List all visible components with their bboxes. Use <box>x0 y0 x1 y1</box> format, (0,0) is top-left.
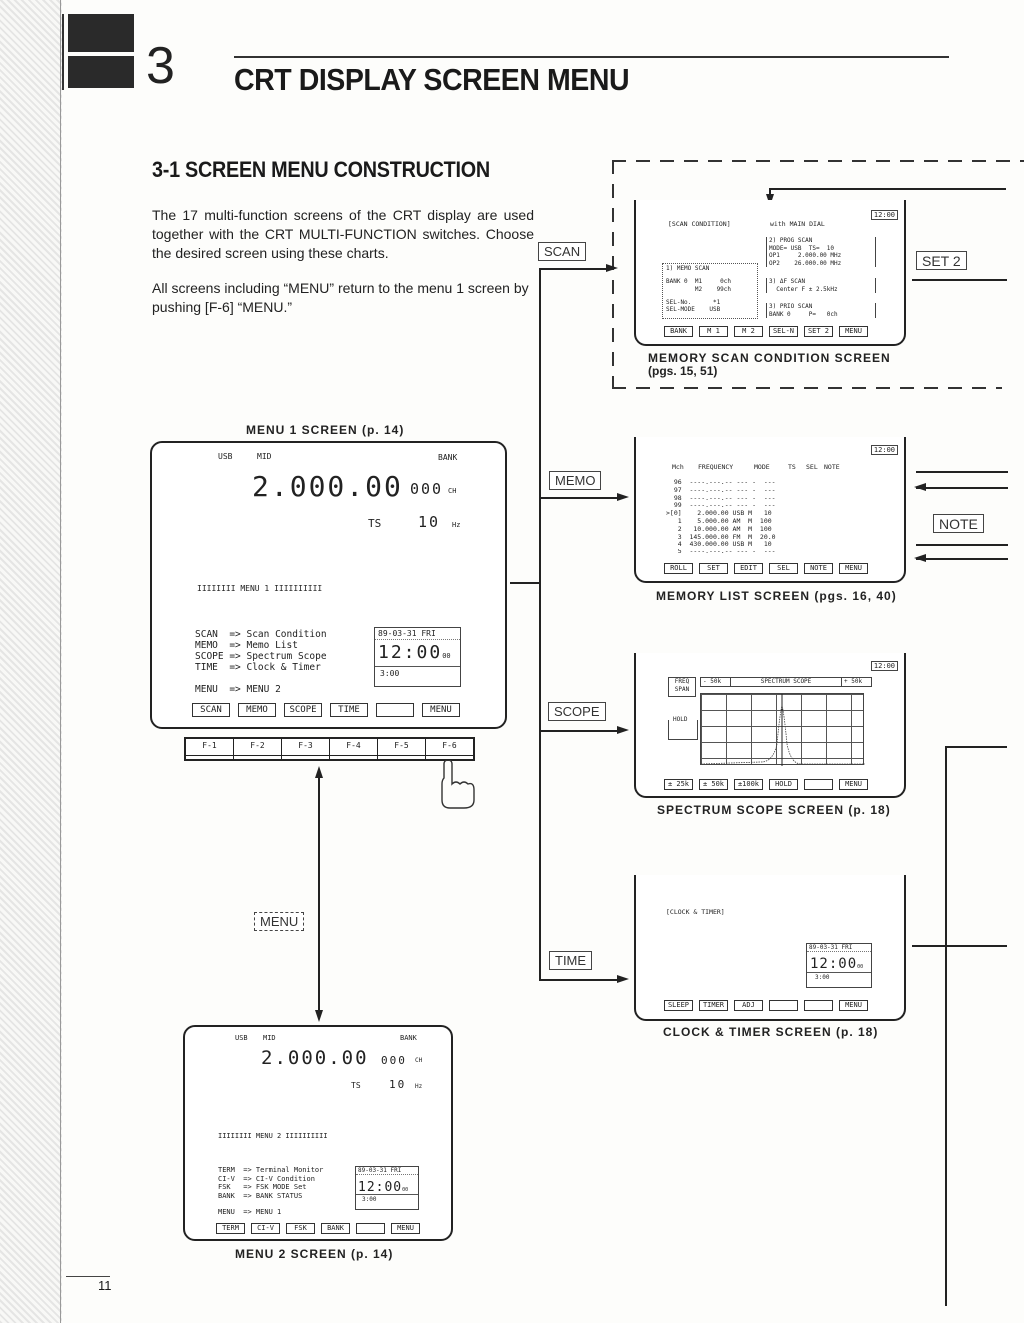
memo-right-line-3 <box>916 544 1008 546</box>
scan-caption <box>648 352 891 378</box>
f4-key[interactable]: F-4 <box>330 739 378 759</box>
f1-key[interactable]: F-1 <box>186 739 234 759</box>
scan-clock: 12:00 <box>871 210 898 220</box>
softkey-menu[interactable]: MENU <box>839 563 868 574</box>
prog-scan-op2: OP2 26.000.00 MHz <box>769 259 842 267</box>
menu2-frequency: 2.000.00 <box>261 1047 369 1069</box>
memo-scan-title: 1) MEMO SCAN <box>666 265 710 272</box>
memory-list-screen <box>634 437 906 583</box>
menu1-item-scan: SCAN => Scan Condition <box>195 629 327 640</box>
arrow-into-memo-1-icon <box>914 483 926 491</box>
menu1-item-list <box>195 629 327 695</box>
flow-memo-line <box>539 497 619 499</box>
softkey-blank-2[interactable] <box>804 1000 833 1011</box>
set2-return-line <box>770 188 1006 190</box>
scope-clock: 12:00 <box>871 661 898 671</box>
memo-key-label: MEMO <box>549 471 601 490</box>
softkey-menu[interactable]: MENU <box>839 1000 868 1011</box>
menu1-banner: IIIIIIII MENU 1 IIIIIIIIII <box>197 584 323 593</box>
flow-scan-line <box>539 268 609 270</box>
softkey-set[interactable]: SET <box>699 563 728 574</box>
softkey-menu[interactable]: MENU <box>839 779 868 790</box>
menu-key-label: MENU <box>254 912 304 931</box>
note-key-label: NOTE <box>933 514 984 533</box>
page-number-rule <box>66 1276 110 1277</box>
scan-edge-shading <box>0 0 62 1323</box>
scope-title: SPECTRUM SCOPE <box>760 678 812 685</box>
scope-key-label: SCOPE <box>548 702 606 721</box>
table-row[interactable]: 1 5.000.00 AM M 100 <box>666 516 772 525</box>
menu2-caption: MENU 2 SCREEN (p. 14) <box>235 1247 394 1261</box>
prog-scan-op1: OP1 2.000.00 MHz <box>769 252 842 259</box>
menu2-clock-timer: 3:00 <box>362 1196 377 1203</box>
col-mode: MODE <box>754 463 770 471</box>
softkey-blank[interactable] <box>376 703 414 717</box>
chapter-number: 3 <box>146 37 175 95</box>
softkey-edit[interactable]: EDIT <box>734 563 763 574</box>
menu2-clock-date: 89-03-31 FRI <box>356 1167 418 1175</box>
prog-scan-title: 2) PROG SCAN <box>769 237 813 244</box>
clock-date: 89-03-31 FRI <box>807 944 871 952</box>
softkey-menu[interactable]: MENU <box>422 703 460 717</box>
intro-text <box>152 206 534 333</box>
arrow-into-memo-2-icon <box>914 554 926 562</box>
menu2-ts-unit: Hz <box>415 1083 423 1090</box>
scope-span-bar <box>700 677 872 687</box>
chapter-marker-block-top <box>68 14 134 52</box>
softkey-sel[interactable]: SEL <box>769 563 798 574</box>
clock-timer: 3:00 <box>815 974 830 981</box>
menu1-caption: MENU 1 SCREEN (p. 14) <box>246 423 405 437</box>
flow-time-line <box>539 979 619 981</box>
softkey-hold[interactable]: HOLD <box>769 779 798 790</box>
spectrum-graph <box>700 693 864 765</box>
menu1-ts-label: TS <box>368 517 382 530</box>
chapter-title: CRT DISPLAY SCREEN MENU <box>234 62 630 97</box>
menu1-clock-timer: 3:00 <box>380 669 400 678</box>
scan-df-block <box>766 278 876 293</box>
page-edge-line <box>60 0 61 1323</box>
scope-softkeys <box>664 779 868 790</box>
col-frequency: FREQUENCY <box>698 463 734 471</box>
col-mch: Mch <box>672 463 684 471</box>
arrow-to-time-icon <box>617 975 629 983</box>
softkey-blank[interactable] <box>356 1223 385 1234</box>
softkey-memo[interactable]: MEMO <box>238 703 276 717</box>
memo-softkeys <box>664 563 868 574</box>
scan-memo-block <box>662 263 758 319</box>
menu2-ch-unit: CH <box>415 1057 423 1064</box>
menu2-softkeys <box>216 1223 420 1234</box>
set2-out-line <box>912 279 1007 281</box>
freq-span-button[interactable]: FREQ SPAN <box>668 677 696 697</box>
clock-right-line <box>912 945 1007 947</box>
menu2-item-term: TERM => Terminal Monitor <box>218 1166 324 1174</box>
clock-seconds: 00 <box>857 964 864 970</box>
softkey-sleep[interactable]: SLEEP <box>664 1000 693 1011</box>
memo-right-line-2 <box>916 487 1008 489</box>
menu1-bank: BANK <box>438 453 458 462</box>
menu1-item-memo: MEMO => Memo List <box>195 640 298 651</box>
scope-caption: SPECTRUM SCOPE SCREEN (p. 18) <box>657 803 891 817</box>
table-row[interactable]: 5 ----.---.-- --- - --- <box>666 549 776 555</box>
prio-scan-title: 3) PRIO SCAN <box>769 303 813 310</box>
f2-key[interactable]: F-2 <box>234 739 282 759</box>
chapter-marker-block-bottom <box>68 56 134 88</box>
chapter-marker-bar <box>62 14 64 90</box>
memo-clock: 12:00 <box>871 445 898 455</box>
softkey-menu[interactable]: MENU <box>839 326 868 337</box>
memo-table-header <box>672 463 840 471</box>
time-key-label: TIME <box>549 951 592 970</box>
menu2-mid: MID <box>263 1034 276 1042</box>
memo-scan-m1: BANK 0 M1 0ch <box>666 278 732 286</box>
softkey-span-25k[interactable]: ± 25k <box>664 779 693 790</box>
menu1-ts-value: 10 <box>418 513 441 531</box>
menu1-clock-seconds: 00 <box>442 652 451 660</box>
softkey-scan[interactable]: SCAN <box>192 703 230 717</box>
arrow-to-memo-icon <box>617 493 629 501</box>
arrow-up-icon <box>315 766 323 778</box>
menu2-clock-time: 12:00 <box>358 1180 403 1195</box>
f-key-panel <box>184 737 475 761</box>
scan-caption-pages: (pgs. 15, 51) <box>648 364 718 378</box>
memo-scan-sel-mode: SEL-MODE USB <box>666 306 721 314</box>
softkey-blank-1[interactable] <box>769 1000 798 1011</box>
clock-caption: CLOCK & TIMER SCREEN (p. 18) <box>663 1025 879 1039</box>
softkey-time[interactable]: TIME <box>330 703 368 717</box>
softkey-blank[interactable] <box>804 779 833 790</box>
f5-key[interactable]: F-5 <box>378 739 426 759</box>
softkey-sel-n[interactable]: SEL-N <box>769 326 798 337</box>
right-trunk-top-line <box>945 746 1007 748</box>
menu1-mid: MID <box>257 452 272 461</box>
menu2-mode: USB <box>235 1034 248 1042</box>
menu2-clock-box <box>355 1166 419 1210</box>
set2-key-label: SET 2 <box>916 251 967 270</box>
softkey-bank[interactable]: BANK <box>664 326 693 337</box>
menu2-item-fsk: FSK => FSK MODE Set <box>218 1183 307 1191</box>
menu1-clock-date: 89-03-31 FRI <box>375 628 460 640</box>
scan-caption-title: MEMORY SCAN CONDITION SCREEN <box>648 351 891 365</box>
arrow-to-scan-icon <box>606 264 618 272</box>
menu2-clock-seconds: 00 <box>402 1187 409 1193</box>
scan-title: [SCAN CONDITION] <box>668 220 731 228</box>
menu2-item-list <box>218 1166 323 1217</box>
arrow-down-icon <box>315 1010 323 1022</box>
menu1-screen <box>150 441 507 729</box>
scan-prio-block <box>766 303 876 318</box>
table-row[interactable]: 96 ----.---.-- --- - --- <box>666 478 776 486</box>
arrow-to-scope-icon <box>617 726 629 734</box>
menu1-mode: USB <box>218 452 233 461</box>
menu2-item-bank: BANK => BANK STATUS <box>218 1191 303 1200</box>
f6-key[interactable]: F-6 <box>442 741 457 750</box>
softkey-span-100k[interactable]: ±100k <box>734 779 763 790</box>
menu2-bank: BANK <box>400 1034 417 1042</box>
clock-time: 12:00 <box>810 956 858 972</box>
flow-trunk-line <box>539 268 541 980</box>
table-row[interactable]: 98 ----.---.-- --- - --- <box>666 493 776 502</box>
softkey-roll[interactable]: ROLL <box>664 563 693 574</box>
df-scan-title: 3) ΔF SCAN <box>769 278 806 285</box>
softkey-scope[interactable]: SCOPE <box>284 703 322 717</box>
spectrum-peak <box>701 694 865 766</box>
page-number: 11 <box>98 1278 112 1293</box>
f-key-panel-divider <box>184 755 475 756</box>
menu1-frequency: 2.000.00 <box>252 470 403 503</box>
menu1-ch-unit: CH <box>448 487 457 495</box>
scan-group-dashed-top <box>612 160 1024 162</box>
menu2-ts-label: TS <box>351 1081 361 1090</box>
scan-key-label: SCAN <box>538 242 586 261</box>
chapter-rule <box>234 56 949 58</box>
clock-softkeys <box>664 1000 868 1011</box>
flow-menu1-connector <box>510 582 540 584</box>
softkey-timer[interactable]: TIMER <box>699 1000 728 1011</box>
menu1-softkeys <box>192 703 460 717</box>
table-row[interactable]: 2 10.000.00 AM M 100 <box>666 524 772 533</box>
softkey-term[interactable]: TERM <box>216 1223 245 1234</box>
clock-timer-screen <box>634 875 906 1021</box>
softkey-menu[interactable]: MENU <box>391 1223 420 1234</box>
menu2-banner: IIIIIIII MENU 2 IIIIIIIIII <box>218 1132 328 1140</box>
df-scan-center: Center F ± 2.5kHz <box>769 285 838 293</box>
memo-caption: MEMORY LIST SCREEN (pgs. 16, 40) <box>656 589 897 603</box>
softkey-civ[interactable]: CI-V <box>251 1223 280 1234</box>
table-row[interactable]: 3 145.000.00 FM M 20.0 <box>666 532 776 541</box>
scan-subtitle: with MAIN DIAL <box>770 220 825 228</box>
table-row[interactable]: 4 430.000.00 USB M 10 <box>666 540 772 549</box>
softkey-fsk[interactable]: FSK <box>286 1223 315 1234</box>
menu2-channel: 000 <box>381 1054 407 1067</box>
softkey-set2[interactable]: SET 2 <box>804 326 833 337</box>
section-title: 3-1 SCREEN MENU CONSTRUCTION <box>152 157 490 182</box>
clock-screen-title: [CLOCK & TIMER] <box>666 908 725 916</box>
spectrum-scope-screen <box>634 653 906 798</box>
menu1-item-scope: SCOPE => Spectrum Scope <box>195 651 327 662</box>
scan-prog-block <box>766 237 876 267</box>
right-trunk-line <box>945 746 947 1306</box>
f3-key[interactable]: F-3 <box>282 739 330 759</box>
clock-box <box>806 943 872 988</box>
col-ts: TS <box>788 463 796 471</box>
scan-group-dashed-left <box>612 160 614 388</box>
menu2-item-menu: MENU => MENU 1 <box>218 1208 282 1216</box>
menu2-screen <box>183 1025 453 1241</box>
softkey-note[interactable]: NOTE <box>804 563 833 574</box>
intro-paragraph-1: The 17 multi-function screens of the CRT display are used together with the CRT MULTI-FUNCTION switches. Choose the desired screen using these charts. <box>152 207 534 261</box>
hold-indicator: HOLD <box>668 720 698 740</box>
prog-scan-mode: MODE= USB TS= 10 <box>769 244 835 252</box>
scan-condition-screen <box>634 200 906 346</box>
menu1-clock-box <box>374 627 461 687</box>
intro-paragraph-2: All screens including “MENU” return to the menu 1 screen by pushing [F-6] “MENU.” <box>152 280 529 315</box>
softkey-bank[interactable]: BANK <box>321 1223 350 1234</box>
scan-softkeys <box>664 326 868 337</box>
menu1-item-menu: MENU => MENU 2 <box>195 684 281 695</box>
menu2-ts-value: 10 <box>389 1078 407 1091</box>
flow-scope-line <box>539 730 619 732</box>
scope-right-span: + 50k <box>841 678 871 686</box>
softkey-span-50k[interactable]: ± 50k <box>699 779 728 790</box>
memo-scan-sel-no: SEL-No. *1 <box>666 298 721 306</box>
menu1-channel: 000 <box>410 480 444 498</box>
scan-group-dashed-bottom <box>612 387 1002 389</box>
prio-scan-bank: BANK 0 P= 0ch <box>769 310 838 318</box>
softkey-m1[interactable]: M 1 <box>699 326 728 337</box>
pointing-hand-icon <box>436 760 478 810</box>
memo-right-line-1 <box>916 471 1008 473</box>
table-row[interactable]: 97 ----.---.-- --- - --- <box>666 485 776 494</box>
menu1-clock-time: 12:00 <box>378 642 443 663</box>
softkey-adj[interactable]: ADJ <box>734 1000 763 1011</box>
memo-scan-m2: M2 99ch <box>666 285 732 293</box>
table-row[interactable]: 99 ----.---.-- --- - --- <box>666 501 776 510</box>
menu1-ts-unit: Hz <box>452 521 461 529</box>
menu2-item-civ: CI-V => CI-V Condition <box>218 1174 315 1183</box>
softkey-m2[interactable]: M 2 <box>734 326 763 337</box>
col-sel: SEL <box>806 463 818 471</box>
menu-toggle-line <box>318 775 320 1015</box>
memo-table-body <box>666 479 776 554</box>
menu1-item-time: TIME => Clock & Timer <box>195 662 321 673</box>
col-note: NOTE <box>824 463 840 471</box>
scope-left-span: - 50k <box>701 678 731 686</box>
table-row-selected[interactable]: >[0] 2.000.00 USB M 10 <box>666 509 772 518</box>
memo-right-line-4 <box>916 558 1008 560</box>
